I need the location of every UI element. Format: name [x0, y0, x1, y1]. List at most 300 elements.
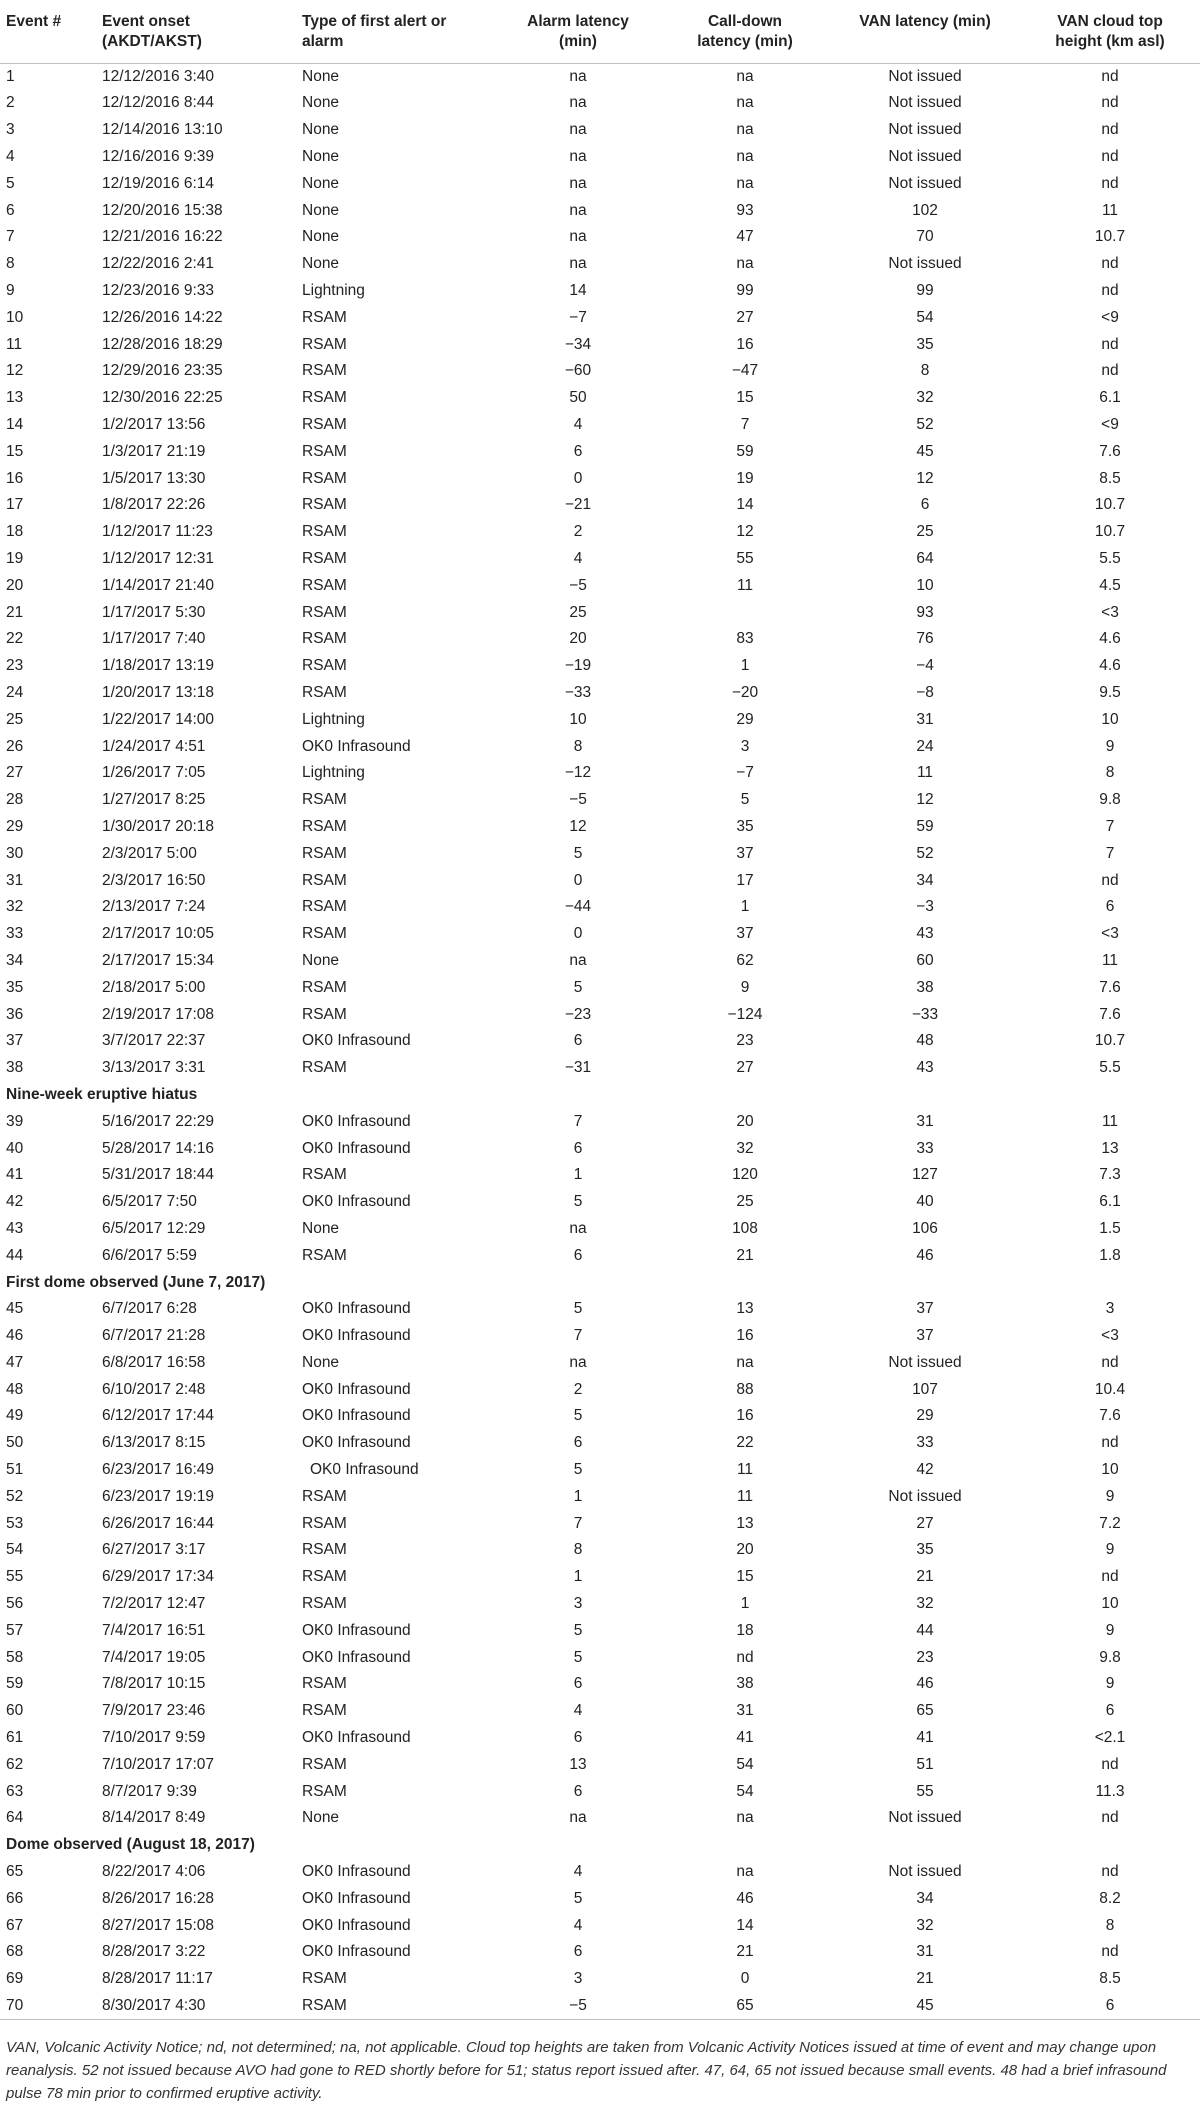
cell-call-down-latency: 18 [736, 1621, 754, 1639]
cell-event-number: 15 [6, 442, 24, 460]
cell-alarm-latency: −19 [564, 657, 592, 675]
cell-event-onset: 2/3/2017 16:50 [102, 871, 206, 889]
table-row [0, 1162, 1200, 1189]
cell-cloud-top-height: 9 [1105, 1675, 1115, 1693]
cell-call-down-latency: 38 [736, 1675, 754, 1693]
cell-event-number: 18 [6, 523, 24, 541]
cell-alert-type: RSAM [302, 549, 347, 567]
cell-call-down-latency: 17 [736, 871, 754, 889]
cell-cloud-top-height: nd [1101, 1755, 1119, 1773]
cell-alarm-latency: 5 [573, 978, 583, 996]
table-row [0, 787, 1200, 814]
cell-alarm-latency: 6 [573, 1139, 583, 1157]
cell-cloud-top-height: 6 [1105, 898, 1115, 916]
cell-event-onset: 12/20/2016 15:38 [102, 201, 223, 219]
cell-alarm-latency: 1 [573, 1487, 583, 1505]
cell-van-latency: 46 [916, 1246, 934, 1264]
header-event-number: Event # [0, 0, 96, 63]
cell-cloud-top-height: nd [1101, 1353, 1119, 1371]
cell-alarm-latency: na [569, 1219, 587, 1237]
cell-alarm-latency: 14 [569, 282, 587, 300]
cell-van-latency: −4 [916, 657, 934, 675]
cell-cloud-top-height: 6 [1020, 1992, 1200, 2019]
cell-alarm-latency: −23 [564, 1005, 592, 1023]
cell-alert-type: RSAM [302, 362, 347, 380]
cell-call-down-latency: 25 [736, 1193, 754, 1211]
table-row [0, 1778, 1200, 1805]
cell-alarm-latency: 6 [573, 1675, 583, 1693]
section-header-row [0, 1832, 1200, 1859]
cell-alarm-latency: 6 [573, 1782, 583, 1800]
cell-event-onset: 12/19/2016 6:14 [102, 174, 215, 192]
cell-cloud-top-height: 10.7 [1094, 228, 1126, 246]
cell-alert-type: RSAM [302, 1675, 347, 1693]
cell-alarm-latency: 7 [573, 1327, 583, 1345]
cell-alarm-latency: 5 [573, 844, 583, 862]
cell-call-down-latency: 22 [736, 1434, 754, 1452]
cell-cloud-top-height: 7.3 [1099, 1166, 1121, 1184]
cell-van-latency: 21 [916, 1568, 934, 1586]
cell-alarm-latency: 5 [573, 1648, 583, 1666]
cell-call-down-latency: 19 [736, 469, 754, 487]
cell-event-onset: 6/12/2017 17:44 [102, 1407, 215, 1425]
cell-cloud-top-height: nd [1101, 67, 1119, 85]
header-alarm-latency: Alarm latency (min) [496, 0, 660, 63]
cell-event-number: 11 [6, 335, 23, 353]
table-row [0, 1242, 1200, 1269]
cell-van-latency: Not issued [888, 174, 962, 192]
cell-alarm-latency: −5 [569, 576, 587, 594]
cell-call-down-latency: na [736, 255, 754, 273]
cell-alert-type: OK0 Infrasound [302, 737, 411, 755]
cell-call-down-latency: 3 [740, 737, 750, 755]
cell-van-latency: Not issued [888, 1353, 962, 1371]
cell-van-latency: 32 [916, 1595, 934, 1613]
cell-alarm-latency: na [569, 67, 587, 85]
cell-cloud-top-height: 7.6 [1099, 978, 1121, 996]
cell-alarm-latency: 7 [573, 1112, 583, 1130]
table-row [0, 921, 1200, 948]
cell-cloud-top-height: 8.5 [1099, 469, 1121, 487]
table-row [0, 251, 1200, 278]
table-footnote: VAN, Volcanic Activity Notice; nd, not determined; na, not applicable. Cloud top heights are taken from Volcanic Activity Notices issued at time of event and may change upon reanalysis. 52 not issued because AVO had gone to RED shortly before for 51; status report issued after. 47, 64, 65 not issued because small events. 48 had a brief infrasound pulse 78 min prior to confirmed eruptive activity. [6, 2039, 1167, 2102]
cell-event-number: 62 [6, 1755, 24, 1773]
cell-alarm-latency: −31 [564, 1059, 592, 1077]
table-row [0, 1456, 1200, 1483]
cell-cloud-top-height: 7 [1105, 844, 1115, 862]
cell-call-down-latency: 99 [736, 282, 754, 300]
cell-event-number: 12 [6, 362, 24, 380]
cell-event-onset: 12/16/2016 9:39 [102, 148, 215, 166]
table-row [0, 760, 1200, 787]
cell-van-latency: 40 [916, 1193, 934, 1211]
cell-van-latency: 37 [916, 1300, 934, 1318]
cell-alarm-latency: −21 [564, 496, 592, 514]
cell-call-down-latency: na [736, 1353, 754, 1371]
cell-event-number: 28 [6, 791, 24, 809]
cell-alert-type: RSAM [302, 1541, 347, 1559]
cell-cloud-top-height: 8.5 [1099, 1970, 1121, 1988]
cell-call-down-latency: 13 [736, 1300, 754, 1318]
cell-van-latency: 60 [916, 951, 934, 969]
cell-alert-type: OK0 Infrasound [302, 1621, 411, 1639]
cell-cloud-top-height: 11 [1101, 201, 1119, 219]
cell-alert-type: None [302, 148, 340, 166]
cell-event-number: 1 [6, 67, 15, 85]
cell-alert-type: RSAM [302, 1755, 347, 1773]
cell-van-latency: Not issued [888, 148, 962, 166]
cell-alarm-latency: 2 [573, 523, 583, 541]
cell-van-latency: 37 [916, 1327, 934, 1345]
cell-cloud-top-height: <9 [1101, 308, 1119, 326]
cell-cloud-top-height: <3 [1101, 1327, 1119, 1345]
section-header-row [0, 1081, 1200, 1108]
cell-alert-type: RSAM [302, 442, 347, 460]
cell-event-number: 59 [6, 1675, 24, 1693]
cell-event-number: 16 [6, 469, 24, 487]
cell-cloud-top-height: 10.7 [1094, 496, 1126, 514]
cell-event-number: 64 [6, 1809, 24, 1827]
cell-call-down-latency: 54 [736, 1782, 754, 1800]
cell-alert-type: RSAM [302, 683, 347, 701]
cell-event-onset: 7/2/2017 12:47 [102, 1595, 206, 1613]
cell-event-number: 37 [6, 1032, 24, 1050]
cell-alert-type: OK0 Infrasound [310, 1461, 419, 1479]
cell-event-number: 56 [6, 1595, 24, 1613]
cell-call-down-latency: 59 [736, 442, 754, 460]
cell-call-down-latency: 88 [736, 1380, 754, 1398]
cell-event-onset: 12/22/2016 2:41 [102, 255, 215, 273]
cell-van-latency: Not issued [888, 121, 962, 139]
cell-alarm-latency: 10 [569, 710, 587, 728]
cell-alert-type: Lightning [302, 764, 365, 782]
cell-cloud-top-height: nd [1101, 94, 1119, 112]
cell-call-down-latency: 20 [736, 1541, 754, 1559]
cell-event-number: 40 [6, 1139, 24, 1157]
cell-alert-type: RSAM [302, 335, 347, 353]
cell-call-down-latency: 20 [736, 1112, 754, 1130]
cell-event-number: 36 [6, 1005, 24, 1023]
cell-cloud-top-height: 1.8 [1099, 1246, 1121, 1264]
cell-alert-type: RSAM [302, 1166, 347, 1184]
cell-alarm-latency: 1 [573, 1166, 583, 1184]
cell-van-latency: 23 [916, 1648, 934, 1666]
cell-event-number: 3 [6, 121, 15, 139]
cell-event-onset: 6/23/2017 16:49 [102, 1461, 215, 1479]
cell-cloud-top-height: nd [1101, 255, 1119, 273]
cell-cloud-top-height: 9 [1105, 737, 1115, 755]
cell-call-down-latency: −20 [731, 683, 759, 701]
cell-event-onset: 12/23/2016 9:33 [102, 282, 215, 300]
cell-alert-type: RSAM [302, 1702, 347, 1720]
cell-event-number: 7 [6, 228, 15, 246]
cell-call-down-latency: 46 [736, 1889, 754, 1907]
cell-event-number: 6 [6, 201, 15, 219]
cell-event-onset: 1/24/2017 4:51 [102, 737, 206, 755]
cell-alert-type: RSAM [302, 1059, 347, 1077]
cell-event-onset: 1/2/2017 13:56 [102, 416, 206, 433]
cell-alert-type: RSAM [302, 469, 347, 487]
cell-alarm-latency: na [569, 951, 587, 969]
table-row [0, 277, 1200, 304]
cell-cloud-top-height: nd [1101, 1434, 1119, 1452]
cell-event-onset: 6/7/2017 6:28 [102, 1300, 197, 1318]
cell-alarm-latency: 0 [573, 871, 583, 889]
cell-event-number: 13 [6, 389, 24, 407]
cell-alert-type: RSAM [302, 1970, 347, 1988]
cell-alert-type: OK0 Infrasound [302, 1300, 411, 1318]
cell-alert-type: RSAM [302, 871, 347, 889]
cell-alarm-latency: 5 [573, 1300, 583, 1318]
table-row [0, 1215, 1200, 1242]
table-row [0, 706, 1200, 733]
cell-alert-type: RSAM [302, 1568, 347, 1586]
cell-event-number: 48 [6, 1380, 24, 1398]
cell-cloud-top-height: 8.2 [1099, 1889, 1121, 1907]
cell-event-onset: 7/8/2017 10:15 [102, 1675, 206, 1693]
cell-call-down-latency: 16 [736, 1327, 754, 1345]
cell-event-number: 14 [6, 416, 24, 433]
table-row [0, 519, 1200, 546]
cell-van-latency: 10 [916, 576, 934, 594]
table-row [0, 1966, 1200, 1993]
cell-cloud-top-height: 3 [1105, 1300, 1115, 1318]
header-call-down-latency: Call-down latency (min) [660, 0, 830, 63]
cell-cloud-top-height: 9.8 [1099, 791, 1121, 809]
cell-event-onset: 1/27/2017 8:25 [102, 791, 206, 809]
table-row [0, 947, 1200, 974]
cell-alert-type: None [302, 67, 340, 85]
cell-van-latency: Not issued [888, 1863, 962, 1881]
cell-call-down-latency: 9 [740, 978, 750, 996]
cell-event-number: 50 [6, 1434, 24, 1452]
cell-event-number: 17 [6, 496, 24, 514]
cell-van-latency: 25 [916, 523, 934, 541]
cell-cloud-top-height: 7.6 [1099, 1005, 1121, 1023]
cell-van-latency: Not issued [888, 1487, 962, 1505]
cell-cloud-top-height: 8 [1105, 764, 1115, 782]
cell-call-down-latency: 41 [736, 1729, 754, 1747]
cell-event-onset: 5/16/2017 22:29 [102, 1112, 215, 1130]
cell-alert-type: RSAM [302, 576, 347, 594]
cell-event-number: 46 [6, 1327, 24, 1345]
cell-cloud-top-height: nd [1101, 121, 1119, 139]
cell-alert-type: OK0 Infrasound [302, 1193, 411, 1211]
table-row [0, 1644, 1200, 1671]
cell-alert-type: None [302, 94, 340, 112]
cell-cloud-top-height: 11 [1101, 951, 1119, 969]
cell-alarm-latency: 3 [573, 1970, 583, 1988]
cell-cloud-top-height: 11 [1101, 1112, 1119, 1130]
cell-alarm-latency: −33 [564, 683, 592, 701]
table-header [0, 0, 1200, 63]
cell-cloud-top-height: 7.2 [1099, 1514, 1121, 1532]
cell-event-onset: 2/17/2017 15:34 [102, 951, 215, 969]
cell-van-latency: 54 [916, 308, 934, 326]
cell-van-latency: 33 [916, 1434, 934, 1452]
cell-van-latency: 99 [916, 282, 934, 300]
cell-alert-type: RSAM [302, 1487, 347, 1505]
cell-alarm-latency: 20 [569, 630, 587, 648]
cell-alert-type: RSAM [302, 925, 347, 943]
cell-event-onset: 8/28/2017 3:22 [102, 1943, 206, 1961]
cell-cloud-top-height: 10 [1101, 710, 1119, 728]
cell-alarm-latency: na [569, 1809, 587, 1827]
cell-event-onset: 1/12/2017 11:23 [102, 523, 213, 541]
cell-event-onset: 6/27/2017 3:17 [102, 1541, 206, 1559]
cell-van-latency: 32 [916, 389, 934, 407]
cell-call-down-latency: 29 [736, 710, 754, 728]
cell-event-number: 4 [6, 148, 15, 166]
cell-alert-type: OK0 Infrasound [302, 1407, 411, 1425]
cell-call-down-latency: 5 [740, 791, 750, 809]
cell-call-down-latency: 62 [736, 951, 754, 969]
cell-call-down-latency: 32 [736, 1139, 754, 1157]
cell-event-onset: 6/13/2017 8:15 [102, 1434, 206, 1452]
cell-event-number: 45 [6, 1300, 24, 1318]
cell-cloud-top-height: 5.5 [1099, 1059, 1121, 1077]
section-title: First dome observed (June 7, 2017) [6, 1273, 266, 1291]
table-row [0, 1912, 1200, 1939]
cell-alarm-latency: 8 [573, 1541, 583, 1559]
cell-event-onset: 7/9/2017 23:46 [102, 1702, 206, 1720]
cell-call-down-latency: 1 [740, 1595, 750, 1613]
cell-event-onset: 3/7/2017 22:37 [102, 1032, 206, 1050]
cell-van-latency: 34 [916, 1889, 934, 1907]
section-title: Nine-week eruptive hiatus [6, 1085, 198, 1103]
cell-alert-type: None [302, 121, 340, 139]
table-row [0, 1135, 1200, 1162]
cell-cloud-top-height: 11.3 [1095, 1782, 1125, 1800]
cell-cloud-top-height: nd [1101, 1943, 1119, 1961]
cell-call-down-latency: 1 [740, 898, 750, 916]
table-row [0, 1885, 1200, 1912]
cell-event-onset: 1/17/2017 5:30 [102, 603, 206, 621]
cell-event-onset: 1/18/2017 13:19 [102, 657, 215, 675]
cell-alert-type: RSAM [302, 1514, 347, 1532]
cell-van-latency: 41 [916, 1729, 934, 1747]
cell-alert-type: Lightning [302, 710, 365, 728]
cell-van-latency: 59 [916, 817, 934, 835]
table-row [0, 1805, 1200, 1832]
cell-event-onset: 7/10/2017 9:59 [102, 1729, 206, 1747]
cell-van-latency: 12 [916, 469, 934, 487]
cell-call-down-latency: 31 [736, 1702, 754, 1720]
cell-alarm-latency: 5 [573, 1407, 583, 1425]
cell-van-latency: 42 [916, 1461, 934, 1479]
table-row [0, 304, 1200, 331]
cell-cloud-top-height: 10 [1101, 1461, 1119, 1479]
cell-alarm-latency: 2 [573, 1380, 583, 1398]
cell-event-onset: 7/4/2017 16:51 [102, 1621, 206, 1639]
cell-alarm-latency: −12 [564, 764, 592, 782]
cell-alarm-latency: 4 [573, 1863, 583, 1881]
cell-call-down-latency: na [736, 121, 754, 139]
header-event-onset: Event onset (AKDT/AKST) [96, 0, 296, 63]
cell-alert-type: RSAM [302, 1595, 347, 1613]
cell-call-down-latency: −47 [731, 362, 759, 380]
cell-event-onset: 8/27/2017 15:08 [102, 1916, 215, 1934]
cell-van-latency: 46 [916, 1675, 934, 1693]
cell-alert-type: RSAM [302, 978, 347, 996]
table-row [0, 224, 1200, 251]
cell-event-number: 52 [6, 1487, 24, 1505]
cell-van-latency: 65 [916, 1702, 934, 1720]
cell-event-number: 2 [6, 94, 15, 112]
cell-event-number: 43 [6, 1219, 24, 1237]
cell-event-number: 63 [6, 1782, 24, 1800]
cell-alert-type: RSAM [302, 308, 347, 326]
cell-event-number: 69 [6, 1970, 24, 1988]
cell-alarm-latency: 6 [573, 1434, 583, 1452]
table-row [0, 1724, 1200, 1751]
table-row [0, 411, 1200, 438]
cell-event-onset: 6/5/2017 12:29 [102, 1219, 206, 1237]
cell-cloud-top-height: <2.1 [1094, 1729, 1126, 1747]
cell-van-latency: 45 [916, 442, 934, 460]
cell-event-number: 30 [6, 844, 24, 862]
cell-cloud-top-height: 9 [1105, 1621, 1115, 1639]
cell-alert-type: None [302, 255, 340, 273]
cell-event-onset: 8/14/2017 8:49 [102, 1809, 206, 1827]
cell-alert-type: RSAM [302, 389, 347, 407]
cell-alert-type: OK0 Infrasound [302, 1916, 411, 1934]
table-row [0, 1698, 1200, 1725]
cell-alert-type: OK0 Infrasound [302, 1327, 411, 1345]
cell-call-down-latency: 37 [736, 844, 754, 862]
cell-van-latency: −33 [911, 1005, 939, 1023]
cell-alarm-latency: 6 [573, 1032, 583, 1050]
cell-alarm-latency: 0 [573, 925, 583, 943]
cell-alarm-latency: 7 [573, 1514, 583, 1532]
cell-call-down-latency: 83 [736, 630, 754, 648]
cell-event-number: 51 [6, 1461, 24, 1479]
cell-call-down-latency: 15 [736, 1568, 754, 1586]
cell-call-down-latency: 37 [736, 925, 754, 943]
cell-van-latency: 76 [916, 630, 934, 648]
cell-event-onset: 5/31/2017 18:44 [102, 1166, 215, 1184]
cell-van-latency: Not issued [888, 1809, 962, 1827]
cell-alert-type: None [302, 1353, 340, 1371]
cell-van-latency: 31 [916, 710, 934, 728]
cell-alert-type: RSAM [302, 898, 347, 916]
cell-cloud-top-height: 10 [1101, 1595, 1119, 1613]
table-row [0, 170, 1200, 197]
cell-alarm-latency: na [569, 121, 587, 139]
table-row [0, 197, 1200, 224]
cell-van-latency: 31 [916, 1943, 934, 1961]
cell-alert-type: None [302, 201, 340, 219]
cell-call-down-latency: 23 [736, 1032, 754, 1050]
cell-event-onset: 6/26/2017 16:44 [102, 1514, 215, 1532]
cell-event-onset: 2/3/2017 5:00 [102, 844, 197, 862]
cell-alert-type: None [302, 1219, 340, 1237]
table-row [0, 90, 1200, 117]
cell-van-latency: 35 [916, 1541, 934, 1559]
header-van-latency: VAN latency (min) [830, 0, 1020, 63]
section-title: Dome observed (August 18, 2017) [6, 1836, 255, 1854]
table-row [0, 438, 1200, 465]
cell-event-number: 55 [6, 1568, 24, 1586]
cell-cloud-top-height: nd [1101, 1809, 1119, 1827]
cell-event-onset: 1/3/2017 21:19 [102, 442, 206, 460]
table-row [0, 117, 1200, 144]
cell-van-latency: 31 [916, 1112, 934, 1130]
cell-van-latency: 35 [916, 335, 934, 353]
cell-alarm-latency: 6 [573, 1943, 583, 1961]
cell-van-latency: 38 [916, 978, 934, 996]
cell-event-onset: 8/26/2017 16:28 [102, 1889, 215, 1907]
